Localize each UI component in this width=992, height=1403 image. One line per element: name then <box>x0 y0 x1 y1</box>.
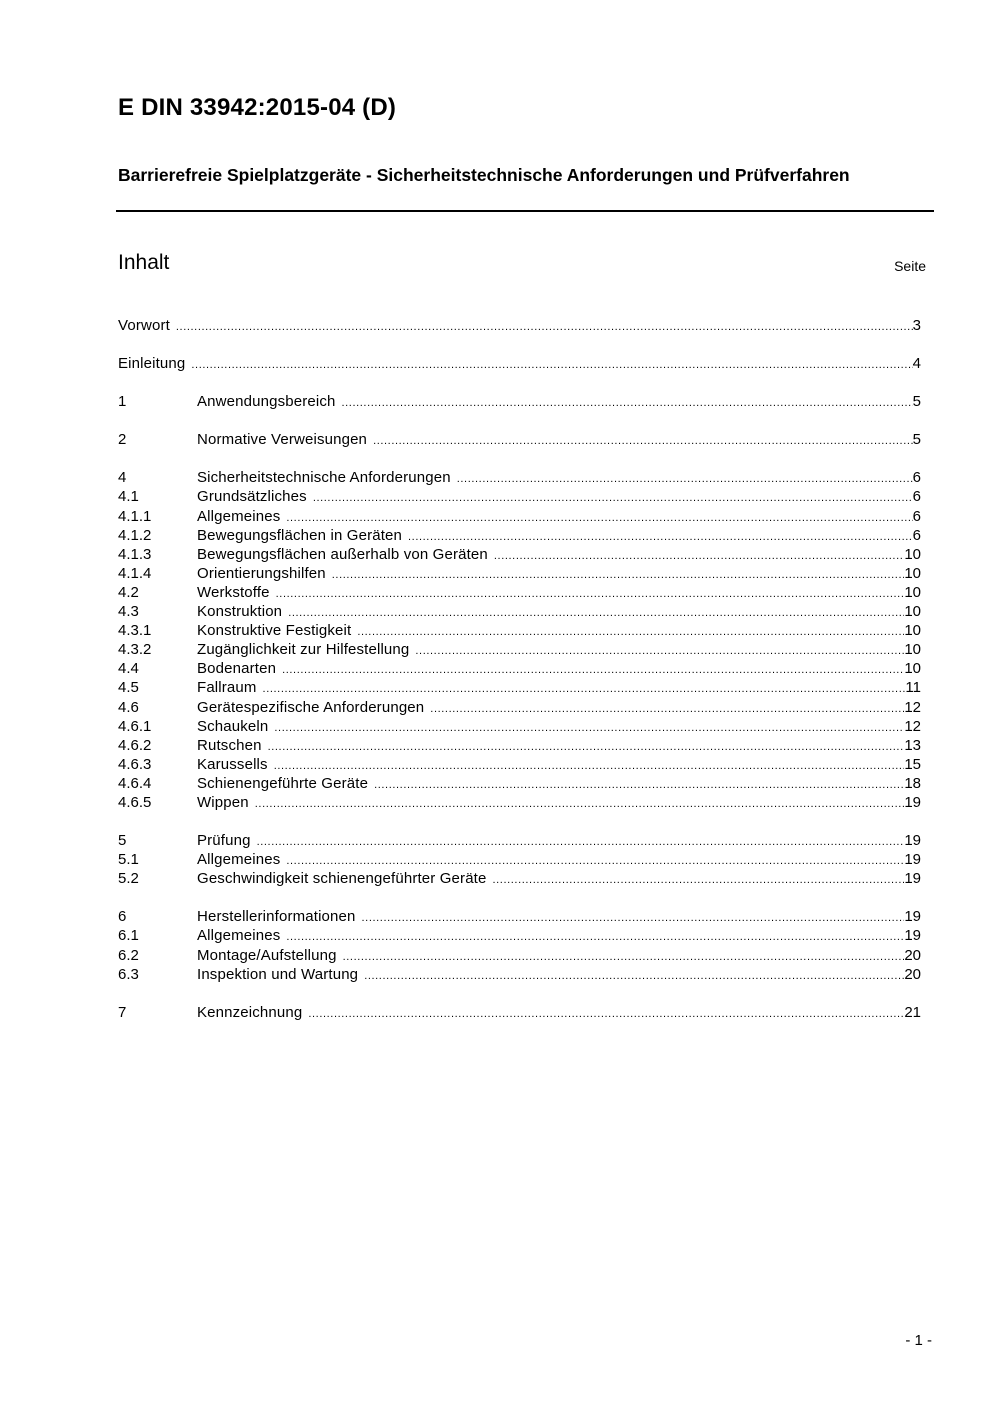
toc-entry-label: Schaukeln <box>197 717 269 735</box>
toc-dot-leader <box>313 489 913 508</box>
toc-dot-leader <box>343 948 905 967</box>
toc-entry-label: Inspektion und Wartung <box>197 965 359 983</box>
toc-entry-label: Bodenarten <box>197 660 277 678</box>
toc-entry-number: 5 <box>118 832 127 850</box>
toc-entry[interactable] <box>118 793 921 812</box>
toc-entry[interactable] <box>118 583 921 602</box>
toc-entry-page: 13 <box>904 736 921 754</box>
toc-entry-number: 6 <box>118 908 127 926</box>
toc-dot-leader <box>430 700 904 719</box>
toc-entry-page: 3 <box>912 317 921 334</box>
toc-entry-page: 10 <box>904 583 921 601</box>
toc-entry-page: 12 <box>904 698 921 716</box>
toc-entry[interactable] <box>118 507 921 526</box>
toc-entry-number: 4.1 <box>118 488 139 506</box>
toc-entry-label: Geschwindigkeit schienengeführter Geräte <box>197 870 487 888</box>
toc-entry-label: Werkstoffe <box>197 583 270 601</box>
toc-entry-number: 6.2 <box>118 946 139 964</box>
toc-entry-number: 4.6 <box>118 698 139 716</box>
toc-entry[interactable] <box>118 392 921 411</box>
toc-entry-page: 19 <box>904 908 921 926</box>
toc-entry-label: Wippen <box>197 793 249 811</box>
toc-entry-label: Zugänglichkeit zur Hilfestellung <box>197 641 410 659</box>
toc-dot-leader <box>341 394 912 413</box>
toc-entry[interactable] <box>118 946 921 965</box>
toc-dot-leader <box>191 356 912 375</box>
toc-entry-page: 6 <box>912 526 921 544</box>
toc-entry-page: 20 <box>904 965 921 983</box>
toc-entry-number: 6.3 <box>118 965 139 983</box>
toc-entry-page: 5 <box>912 431 921 449</box>
toc-entry[interactable] <box>118 717 921 736</box>
toc-entry-page: 6 <box>912 469 921 487</box>
document-id: E DIN 33942:2015-04 (D) <box>118 94 397 121</box>
toc-entry-label: Rutschen <box>197 736 262 754</box>
toc-entry[interactable] <box>118 430 921 449</box>
toc-entry-number: 4.6.1 <box>118 717 152 735</box>
toc-entry-number: 4.1.4 <box>118 564 152 582</box>
toc-entry-number: 4.5 <box>118 679 139 697</box>
toc-dot-leader <box>332 566 905 585</box>
toc-entry-page: 10 <box>904 564 921 582</box>
toc-entry-page: 6 <box>912 507 921 525</box>
toc-entry[interactable] <box>118 640 921 659</box>
toc-entry-label: Allgemeines <box>197 927 281 945</box>
toc-entry[interactable] <box>118 1003 921 1022</box>
toc-entry[interactable] <box>118 678 921 697</box>
toc-entry[interactable] <box>118 907 921 926</box>
toc-dot-leader <box>176 318 913 337</box>
toc-entry-page: 20 <box>904 946 921 964</box>
toc-entry[interactable] <box>118 487 921 506</box>
toc-entry[interactable] <box>118 316 921 335</box>
toc-heading: Inhalt <box>118 251 170 274</box>
toc-entry-number: 4.3.2 <box>118 641 152 659</box>
toc-dot-leader <box>364 967 904 986</box>
toc-entry-label: Fallraum <box>197 679 257 697</box>
toc-entry[interactable] <box>118 659 921 678</box>
toc-entry-number: 4.3 <box>118 603 139 621</box>
toc-entry-page: 10 <box>904 622 921 640</box>
toc-entry-number: 4.6.5 <box>118 793 152 811</box>
toc-dot-leader <box>255 795 905 814</box>
toc-entry[interactable] <box>118 468 921 487</box>
document-title: Barrierefreie Spielplatzgeräte - Sicherheitstechnische Anforderungen und Prüfverfahren <box>118 165 850 185</box>
toc-entry-page: 10 <box>904 660 921 678</box>
toc-entry-label: Einleitung <box>118 355 186 373</box>
toc-entry-number: 1 <box>118 393 127 411</box>
toc-entry-number: 4 <box>118 469 127 487</box>
toc-page-column-label: Seite <box>894 258 926 274</box>
toc-entry-label: Grundsätzliches <box>197 488 307 506</box>
toc-entry[interactable] <box>118 354 921 373</box>
toc-dot-leader <box>494 547 904 566</box>
toc-dot-leader <box>308 1005 904 1024</box>
toc-entry-page: 19 <box>904 793 921 811</box>
toc-entry[interactable] <box>118 850 921 869</box>
toc-entry-number: 4.4 <box>118 660 139 678</box>
toc-entry-page: 15 <box>904 755 921 773</box>
toc-dot-leader <box>286 928 904 947</box>
toc-entry-page: 18 <box>904 774 921 792</box>
toc-entry-number: 4.6.2 <box>118 736 152 754</box>
toc-entry[interactable] <box>118 736 921 755</box>
toc-entry-label: Konstruktion <box>197 603 283 621</box>
toc-dot-leader <box>373 432 913 451</box>
toc-entry-number: 4.6.4 <box>118 774 152 792</box>
toc-dot-leader <box>415 642 904 661</box>
toc-dot-leader <box>362 909 905 928</box>
toc-entry-label: Kennzeichnung <box>197 1003 303 1021</box>
toc-entry-number: 5.2 <box>118 870 139 888</box>
toc-entry-page: 6 <box>912 488 921 506</box>
toc-entry-label: Anwendungsbereich <box>197 393 336 411</box>
toc-entry-label: Gerätespezifische Anforderungen <box>197 698 425 716</box>
toc-entry-page: 19 <box>904 832 921 850</box>
toc-entry-number: 4.1.3 <box>118 545 152 563</box>
toc-entry-label: Allgemeines <box>197 507 281 525</box>
toc-dot-leader <box>357 623 904 642</box>
title-divider <box>116 210 934 212</box>
toc-entry-label: Allgemeines <box>197 851 281 869</box>
toc-entry-page: 19 <box>904 851 921 869</box>
toc-dot-leader <box>276 585 905 604</box>
toc-entry[interactable] <box>118 545 921 564</box>
toc-entry-label: Orientierungshilfen <box>197 564 326 582</box>
toc-entry-label: Schienengeführte Geräte <box>197 774 369 792</box>
toc-entry-label: Karussells <box>197 755 268 773</box>
toc-dot-leader <box>282 661 904 680</box>
toc-dot-leader <box>274 719 904 738</box>
toc-entry-number: 4.2 <box>118 583 139 601</box>
toc-entry-page: 4 <box>912 355 921 373</box>
toc-entry[interactable] <box>118 564 921 583</box>
toc-entry-label: Normative Verweisungen <box>197 431 368 449</box>
toc-entry[interactable] <box>118 965 921 984</box>
toc-entry[interactable] <box>118 869 921 888</box>
toc-entry-label: Bewegungsflächen außerhalb von Geräten <box>197 545 488 563</box>
toc-entry[interactable] <box>118 621 921 640</box>
toc-entry-page: 21 <box>904 1003 921 1021</box>
toc-entry-label: Bewegungsflächen in Geräten <box>197 526 403 544</box>
toc-entry-number: 2 <box>118 431 127 449</box>
toc-entry[interactable] <box>118 526 921 545</box>
toc-entry-page: 10 <box>904 603 921 621</box>
toc-entry-number: 4.3.1 <box>118 622 152 640</box>
toc-dot-leader <box>257 833 905 852</box>
toc-entry[interactable] <box>118 831 921 850</box>
toc-entry-label: Vorwort <box>118 317 170 334</box>
toc-entry[interactable] <box>118 698 921 717</box>
toc-dot-leader <box>288 604 904 623</box>
toc-entry-label: Herstellerinformationen <box>197 908 356 926</box>
toc-entry-number: 6.1 <box>118 927 139 945</box>
toc-dot-leader <box>268 738 905 757</box>
toc-entry[interactable] <box>118 774 921 793</box>
toc-entry[interactable] <box>118 926 921 945</box>
toc-entry-page: 10 <box>904 641 921 659</box>
toc-entry-page: 12 <box>904 717 921 735</box>
toc-dot-leader <box>457 470 913 489</box>
toc-entry[interactable] <box>118 602 921 621</box>
toc-entry-page: 11 <box>905 679 921 697</box>
toc-entry-label: Prüfung <box>197 832 251 850</box>
toc-entry-number: 7 <box>118 1003 127 1021</box>
toc-dot-leader <box>374 776 904 795</box>
toc-entry-number: 4.6.3 <box>118 755 152 773</box>
toc-dot-leader <box>493 871 905 890</box>
toc-entry-number: 4.1.2 <box>118 526 152 544</box>
toc-entry-label: Sicherheitstechnische Anforderungen <box>197 469 451 487</box>
toc-entry-label: Montage/Aufstellung <box>197 946 337 964</box>
toc-entry-number: 5.1 <box>118 851 139 869</box>
toc-entry[interactable] <box>118 755 921 774</box>
toc-entry-page: 19 <box>904 870 921 888</box>
toc-entry-page: 19 <box>904 927 921 945</box>
toc-entry-page: 5 <box>912 393 921 411</box>
page-number: - 1 - <box>905 1332 932 1349</box>
table-of-contents <box>118 316 921 1022</box>
toc-entry-page: 10 <box>904 545 921 563</box>
toc-entry-number: 4.1.1 <box>118 507 152 525</box>
toc-entry-label: Konstruktive Festigkeit <box>197 622 352 640</box>
